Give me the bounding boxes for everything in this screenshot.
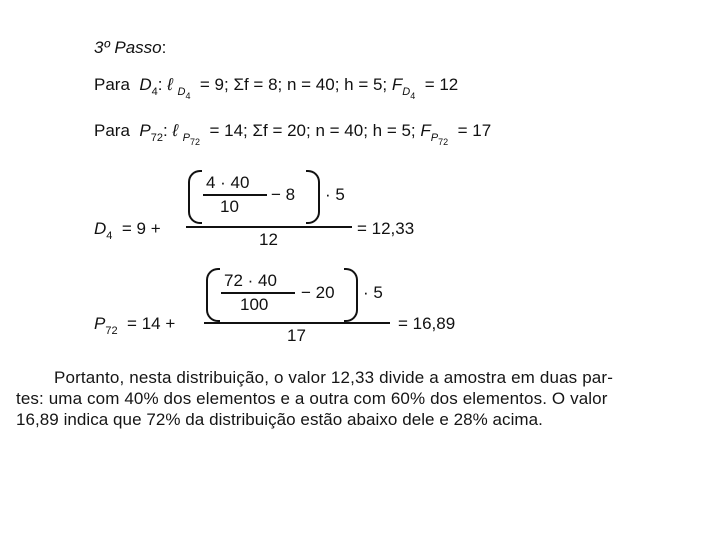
row-p72-values: = 14; Σf = 20; n = 40; h = 5; (209, 121, 416, 140)
formula-p72-left-paren (206, 268, 220, 322)
step-heading (94, 38, 166, 58)
row-p72-para: Para (94, 121, 130, 140)
formula-p72-right-paren (344, 268, 358, 322)
formula-d4-inner-bar (203, 194, 267, 196)
row-p72-ell: ℓ (172, 121, 178, 140)
row-d4-symbol-sub: 4 (151, 86, 158, 98)
formula-p72-inner-bar (221, 292, 295, 294)
row-d4-F-sub: D (402, 86, 411, 98)
formula-d4-result: = 12,33 (357, 219, 415, 238)
conclusion-paragraph (16, 367, 613, 430)
row-p72-symbol: P (139, 121, 151, 140)
formula-d4-lhs-sub: 4 (106, 230, 113, 242)
step-heading-colon: : (161, 38, 167, 57)
formula-d4-eq-base: = 9 + (121, 219, 161, 238)
row-p72-F-value: = 17 (457, 121, 492, 140)
row-d4-F-value: = 12 (424, 75, 459, 94)
row-d4-ell-sub-sub: 4 (185, 91, 191, 101)
paragraph-line-3: 16,89 indica que 72% da distribuição estão abaixo dele e 28% acima. (16, 410, 543, 429)
formula-d4-inner-num: 4 · 40 (206, 173, 250, 192)
formula-d4-inner-den: 10 (220, 197, 239, 216)
row-p72-F-sub: P (430, 132, 439, 144)
row-p72-F: F (420, 121, 431, 140)
row-p72-ell-sub-sub: 72 (190, 137, 201, 147)
paragraph-line-1: Portanto, nesta distribuição, o valor 12,33 divide a amostra em duas par- (54, 368, 614, 387)
row-d4-ell: ℓ (167, 75, 173, 94)
row-d4-ell-sub: D (177, 86, 186, 98)
formula-d4-minus: − 8 (271, 185, 296, 204)
formula-p72-inner-den: 100 (240, 295, 269, 314)
formula-p72-lhs-symbol: P (94, 314, 106, 333)
row-p72 (94, 121, 491, 147)
paragraph-line-2: tes: uma com 40% dos elementos e a outra com 60% dos elementos. O valor (16, 389, 608, 408)
formula-d4-lhs-symbol: D (94, 219, 107, 238)
formula-p72-lhs-sub: 72 (105, 325, 118, 337)
formula-p72-inner-num: 72 · 40 (224, 271, 277, 290)
row-d4-para: Para (94, 75, 130, 94)
formula-p72-result: = 16,89 (398, 314, 456, 333)
formula-d4-denominator: 12 (259, 230, 278, 249)
step-heading-text: 3º Passo (94, 38, 162, 57)
formula-d4-lhs (94, 219, 161, 242)
formula-p72-minus: − 20 (301, 283, 335, 302)
row-d4-values: = 9; Σf = 8; n = 40; h = 5; (199, 75, 388, 94)
formula-d4-right-paren (306, 170, 320, 224)
row-d4-symbol: D (139, 75, 152, 94)
formula-p72-lhs (94, 314, 175, 337)
formula-p72-fraction-bar (204, 322, 390, 324)
row-p72-F-sub-sub: 72 (438, 137, 449, 147)
formula-p72-denominator: 17 (287, 326, 306, 345)
formula-d4-times: · 5 (325, 185, 345, 204)
formula-d4-fraction-bar (186, 226, 352, 228)
formula-d4-left-paren (188, 170, 202, 224)
formula-p72-times: · 5 (363, 283, 383, 302)
row-d4-F-sub-sub: 4 (410, 91, 416, 101)
row-p72-colon: : (162, 121, 168, 140)
row-d4-colon: : (157, 75, 163, 94)
formula-p72-eq-base: = 14 + (127, 314, 176, 333)
row-p72-ell-sub: P (182, 132, 191, 144)
row-p72-symbol-sub: 72 (150, 132, 163, 144)
row-d4 (94, 75, 458, 101)
row-d4-F: F (391, 75, 403, 94)
